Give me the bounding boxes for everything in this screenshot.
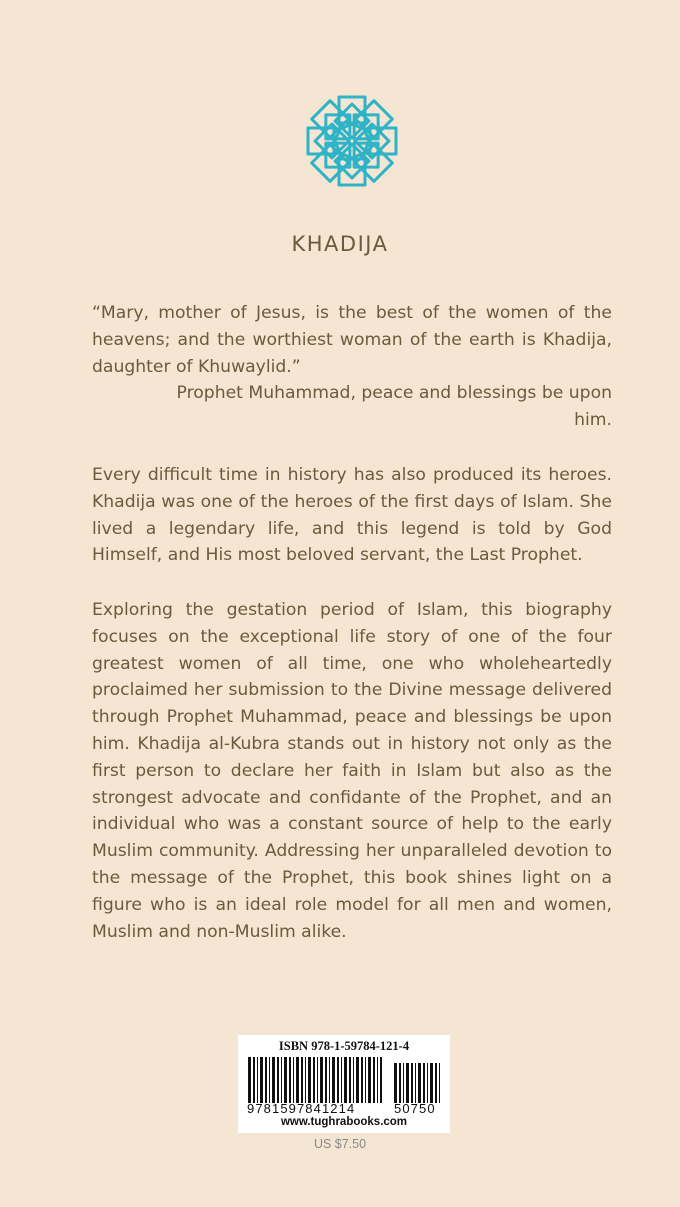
publisher-website: www.tughrabooks.com bbox=[280, 1116, 408, 1128]
description-paragraph-2: Exploring the gestation period of Islam, this biography focuses on the exceptional life story of one of the four greatest women of all time, one who wholeheartedly proclaimed her submission to the Divine message delivered through Prophet Muhammad, peace and blessings be upon him. Khadija al-Kubra stands out in history not only as the first person to declare her faith in Islam but also as the strongest advocate and confidante of the Prophet, and an individual who was a constant source of help to the early Muslim community. Addressing her unparalleled devotion to the message of the Prophet, this book shines light on a figure who is an ideal role model for all men and women, Muslim and non-Muslim alike. bbox=[92, 600, 612, 942]
isbn-number: ISBN 978-1-59784-121-4 bbox=[278, 1039, 410, 1053]
barcode-bars bbox=[248, 1057, 382, 1103]
barcode-addon-bars bbox=[394, 1063, 442, 1103]
prophet-quote: “Mary, mother of Jesus, is the best of the women of the heavens; and the worthiest woman of the earth is Khadija, daughter of Khuwaylid.” bbox=[92, 303, 612, 377]
price-label: US $7.50 bbox=[313, 1137, 367, 1151]
quote-attribution: Prophet Muhammad, peace and blessings be upon him. bbox=[176, 383, 612, 430]
barcode-digits: 9781597841214 bbox=[247, 1101, 356, 1116]
book-title: KHADIJA bbox=[291, 232, 389, 256]
barcode-addon-digits: 50750 bbox=[394, 1101, 436, 1116]
description-paragraph-1: Every difficult time in history has also produced its heroes. Khadija was one of the heroes of the first days of Islam. She lived a legendary life, and this legend is told by God Himself, and His most beloved servant, the Last Prophet. bbox=[92, 465, 612, 566]
geometric-rosette-icon bbox=[297, 86, 407, 196]
isbn-barcode-label bbox=[238, 1035, 450, 1133]
